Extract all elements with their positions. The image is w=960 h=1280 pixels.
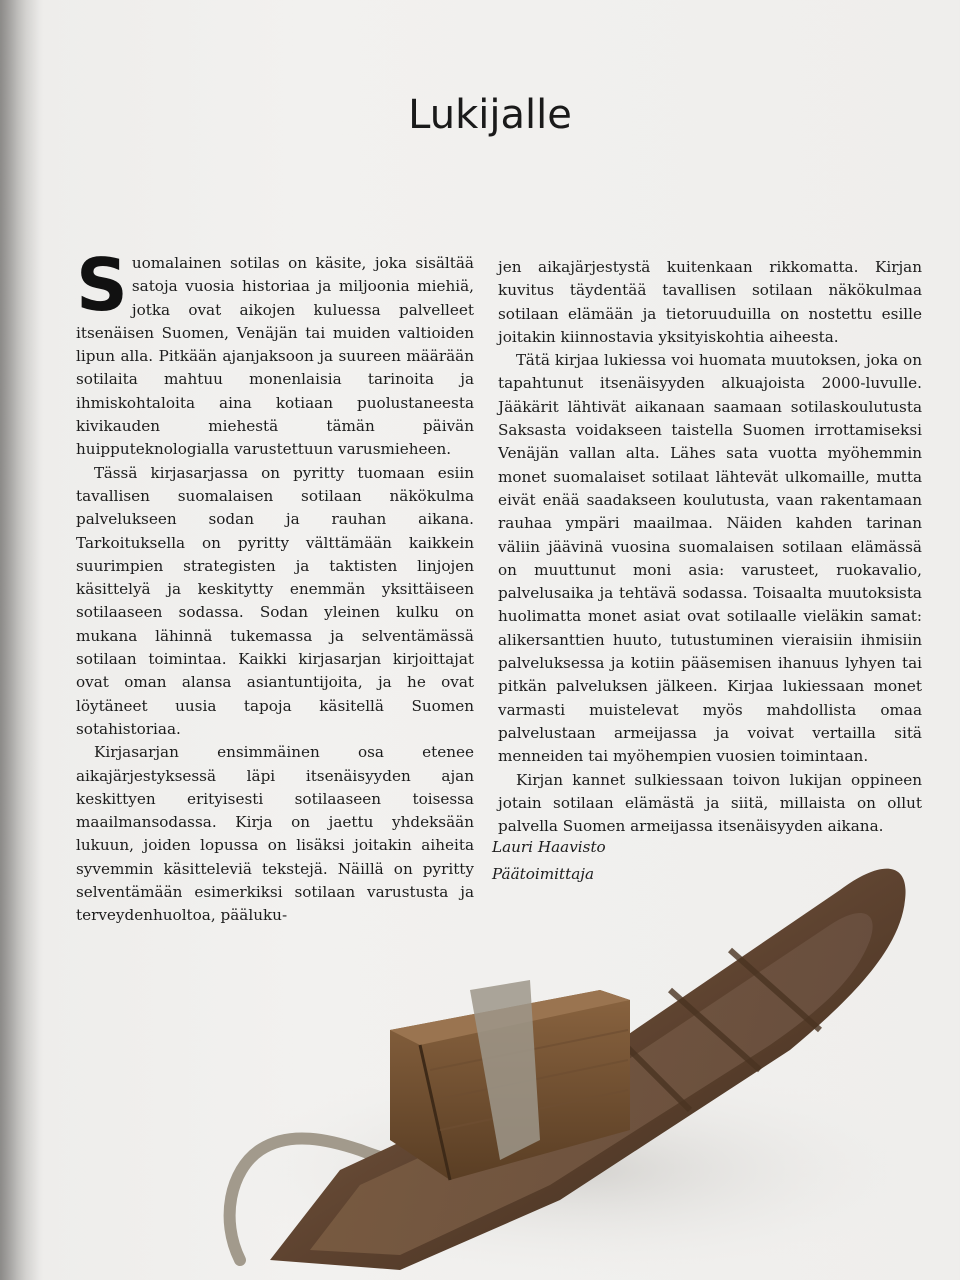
page-title: Lukijalle <box>408 92 572 138</box>
text-column-right <box>498 256 922 838</box>
drop-cap: S <box>76 243 128 327</box>
book-spine-shadow <box>0 0 44 1280</box>
author-role: Päätoimittaja <box>492 865 595 883</box>
paragraph: Tätä kirjaa lukiessa voi huomata muutoksen, joka on tapahtunut itsenäisyyden alkuajoista 2000-luvulle. Jääkärit lähtivät aikanaan saamaan sotilaskoulutusta Saksasta voidakseen taistella Suomen irrottamiseksi Venäjän vallan alta. Lähes sata vuotta myöhemmin monet suomalaiset sotilaat lähtevät ulkomaille, mutta eivät enää saadakseen koulutusta, vaan rakentamaan rauhaa ympäri maailmaa. Näiden kahden tarinan väliin jäävinä vuosina suomalaisen sotilaan elämässä on muuttunut moni asia: varusteet, ruokavalio, palvelusaika ja tehtävä sodassa. Toisaalta muutoksista huolimatta monet asiat ovat sotilaalle vieläkin samat: alikersanttien huuto, tutustuminen vieraisiin ihmisiin palveluksessa ja kotiin pääsemisen ihanuus lyhyen tai pitkän palveluksen jälkeen. Kirjaa lukiessaan monet varmasti muistelevat myös mahdollista omaa palvelustaan armeijassa ja voivat vertailla sitä menneiden tai myöhempien vuosien toimintaan. <box>498 351 922 766</box>
paragraph: Kirjan kannet sulkiessaan toivon lukijan oppineen jotain sotilaan elämästä ja siitä, millaista on ollut palvella Suomen armeijassa itsenäisyyden aikana. <box>498 770 922 836</box>
paragraph <box>76 243 474 462</box>
paragraph: jen aikajärjestystä kuitenkaan rikkomatta. Kirjan kuvitus täydentää tavallisen sotilaan näkökulmaa sotilaan elämään ja tietoruuduilla on nostettu esille joitakin kiinnostavia yksityiskohtia aiheesta. <box>498 258 922 346</box>
paragraph-text: uomalainen sotilas on käsite, joka sisältää satoja vuosia historiaa ja miljoonia miehiä, jotka ovat aikojen kuluessa palvelleet itsenäisen Suomen, Venäjän tai muiden valtioiden lipun alla. Pitkään ajanjaksoon ja suureen määrään sotilaita mahtuu monenlaisia tarinoita ja ihmiskohtaloita aina kotiaan puolustaneesta kivikauden miehestä tämän päivän huipputeknologialla varustettuun varusmieheen. <box>76 254 474 459</box>
paragraph: Kirjasarjan ensimmäinen osa etenee aikajärjestyksessä läpi itsenäisyyden ajan keskittyen erityisesti sotilaaseen toisessa maailmansodassa. Kirja on jaettu yhdeksään lukuun, joiden lopussa on lisäksi joitakin aiheita syvemmin käsitteleviä tekstejä. Näillä on pyritty selventämään esimerkiksi sotilaan varustusta ja terveydenhuoltoa, pääluku- <box>76 743 474 925</box>
boat-photo <box>200 840 960 1280</box>
text-column-left <box>76 243 474 928</box>
paragraph: Tässä kirjasarjassa on pyritty tuomaan esiin tavallisen suomalaisen sotilaan näkökulma palvelukseen sodan ja rauhan aikana. Tarkoituksella on pyritty välttämään kaikkein suurimpien strategisten ja taktisten linjojen käsittelyä ja keskitytty enemmän yksittäiseen sotilaaseen sodassa. Sodan yleinen kulku on mukana lähinnä tukemassa ja selventämässä sotilaan toimintaa. Kaikki kirjasarjan kirjoittajat ovat oman alansa asiantuntijoita, ja he ovat löytäneet uusia tapoja käsitellä Suomen sotahistoriaa. <box>76 463 474 738</box>
author-name: Lauri Haavisto <box>492 838 606 856</box>
